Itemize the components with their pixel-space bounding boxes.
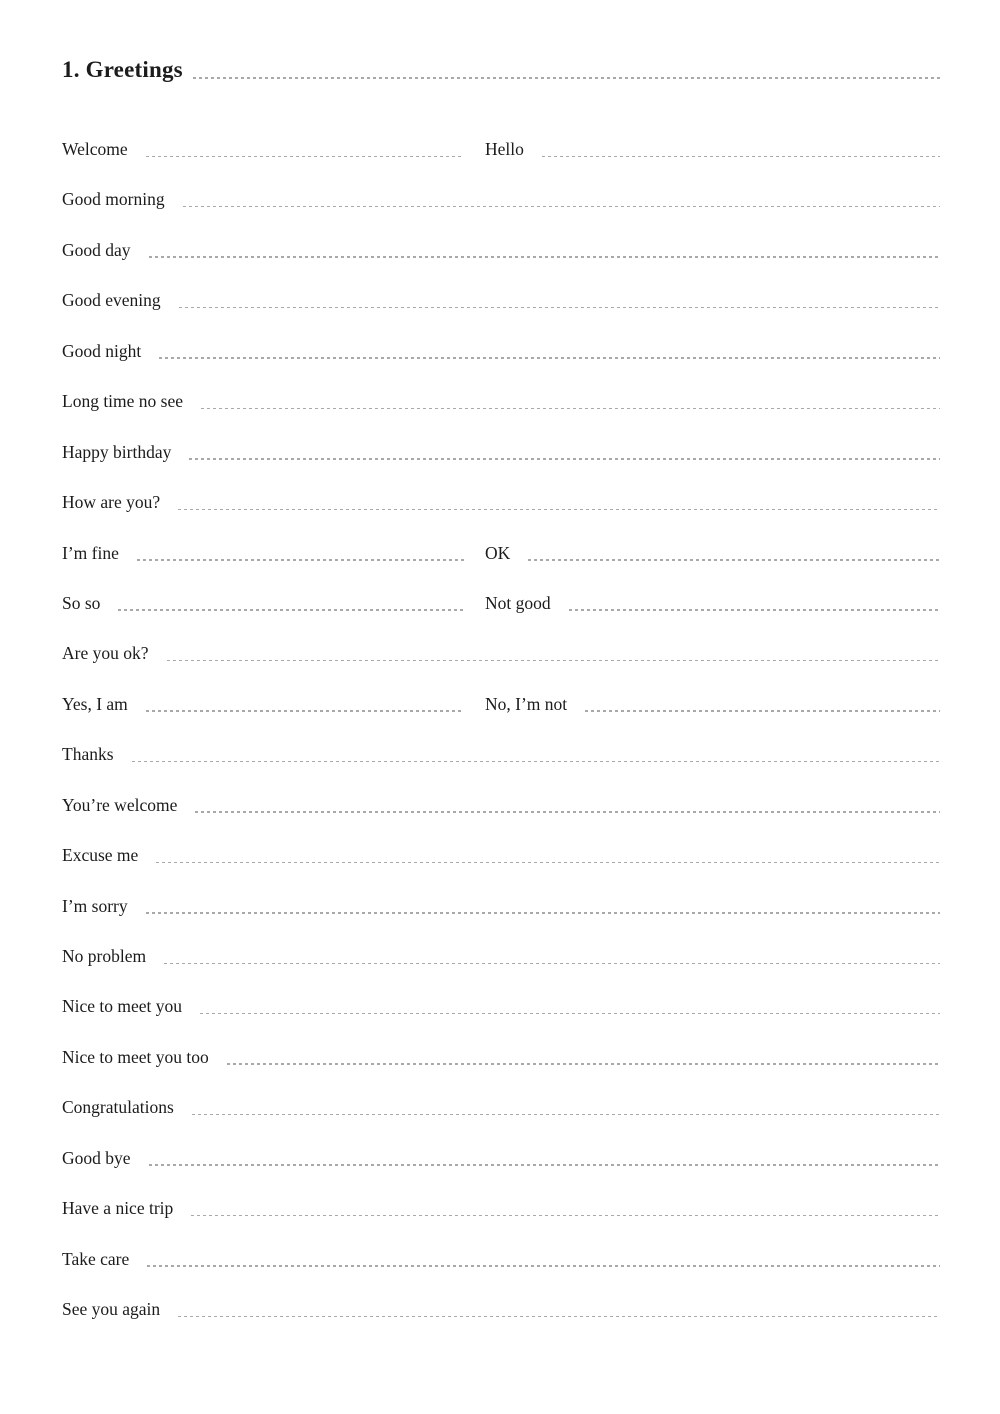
writing-line — [146, 710, 464, 712]
phrase-label: Welcome — [62, 139, 128, 160]
phrase-row — [62, 261, 940, 311]
phrase-row — [62, 412, 940, 462]
phrase-label: No problem — [62, 946, 147, 967]
writing-line — [179, 307, 940, 309]
phrase-label: Take care — [62, 1248, 130, 1269]
writing-line — [132, 761, 940, 763]
phrase-row — [62, 160, 940, 210]
writing-line — [195, 811, 940, 813]
writing-line — [192, 1114, 940, 1116]
phrase-row — [62, 816, 940, 866]
phrase-list — [62, 110, 940, 1321]
phrase-cell — [62, 593, 464, 614]
phrase-label: Good evening — [62, 290, 161, 311]
writing-line — [164, 963, 940, 965]
writing-line — [137, 559, 464, 561]
phrase-label: Have a nice trip — [62, 1198, 174, 1219]
phrase-cell — [485, 543, 940, 564]
phrase-row — [62, 110, 940, 160]
writing-line — [542, 156, 940, 158]
phrase-cell — [485, 139, 940, 160]
phrase-label: So so — [62, 592, 101, 613]
phrase-row — [62, 917, 940, 967]
phrase-row — [62, 664, 940, 714]
phrase-label: Nice to meet you — [62, 996, 183, 1017]
phrase-row — [62, 967, 940, 1017]
phrase-row — [62, 1219, 940, 1269]
writing-line — [146, 156, 464, 158]
phrase-label: Are you ok? — [62, 643, 149, 664]
phrase-label: OK — [485, 542, 511, 563]
phrase-label: Good morning — [62, 189, 165, 210]
phrase-row — [62, 564, 940, 614]
writing-line — [159, 357, 940, 359]
phrase-label: Happy birthday — [62, 441, 172, 462]
phrase-label: Congratulations — [62, 1097, 174, 1118]
phrase-cell — [62, 543, 464, 564]
writing-line — [167, 660, 940, 662]
phrase-label: Good day — [62, 239, 131, 260]
phrase-label: See you again — [62, 1299, 161, 1320]
phrase-label: I’m fine — [62, 542, 119, 563]
phrase-row — [62, 715, 940, 765]
phrase-label: Not good — [485, 592, 551, 613]
phrase-label: Long time no see — [62, 391, 184, 412]
phrase-row — [62, 1118, 940, 1168]
phrase-row — [62, 1068, 940, 1118]
phrase-label: You’re welcome — [62, 794, 178, 815]
phrase-row — [62, 765, 940, 815]
phrase-label: Excuse me — [62, 845, 139, 866]
phrase-row — [62, 1169, 940, 1219]
phrase-cell — [485, 694, 940, 715]
writing-line — [528, 559, 940, 561]
phrase-row — [62, 1270, 940, 1320]
phrase-label: Nice to meet you too — [62, 1046, 209, 1067]
phrase-label: Thanks — [62, 744, 114, 765]
phrase-cell — [485, 593, 940, 614]
phrase-row — [62, 866, 940, 916]
writing-line — [191, 1215, 940, 1217]
phrase-row — [62, 463, 940, 513]
writing-line — [585, 710, 940, 712]
writing-line — [183, 206, 940, 208]
phrase-label: No, I’m not — [485, 693, 568, 714]
writing-line — [189, 458, 940, 460]
phrase-row — [62, 210, 940, 260]
phrase-row — [62, 362, 940, 412]
phrase-cell — [62, 694, 464, 715]
phrase-row — [62, 1017, 940, 1067]
phrase-row — [62, 513, 940, 563]
phrase-label: I’m sorry — [62, 895, 128, 916]
writing-line — [156, 862, 940, 864]
phrase-cell — [62, 139, 464, 160]
writing-line — [178, 509, 940, 511]
phrase-label: Hello — [485, 139, 524, 160]
writing-line — [201, 408, 940, 410]
phrase-row — [62, 614, 940, 664]
phrase-label: Yes, I am — [62, 693, 128, 714]
title-writing-line — [193, 77, 940, 79]
writing-line — [118, 609, 464, 611]
section-title: 1. Greetings — [62, 57, 183, 82]
writing-line — [200, 1013, 940, 1015]
writing-line — [569, 609, 940, 611]
writing-line — [149, 256, 940, 258]
phrase-label: Good night — [62, 340, 142, 361]
writing-line — [178, 1316, 940, 1318]
writing-line — [147, 1265, 940, 1267]
phrase-label: Good bye — [62, 1147, 131, 1168]
writing-line — [149, 1164, 940, 1166]
writing-line — [227, 1063, 940, 1065]
writing-line — [146, 912, 940, 914]
phrase-row — [62, 311, 940, 361]
phrase-label: How are you? — [62, 492, 161, 513]
title-row — [62, 56, 940, 84]
